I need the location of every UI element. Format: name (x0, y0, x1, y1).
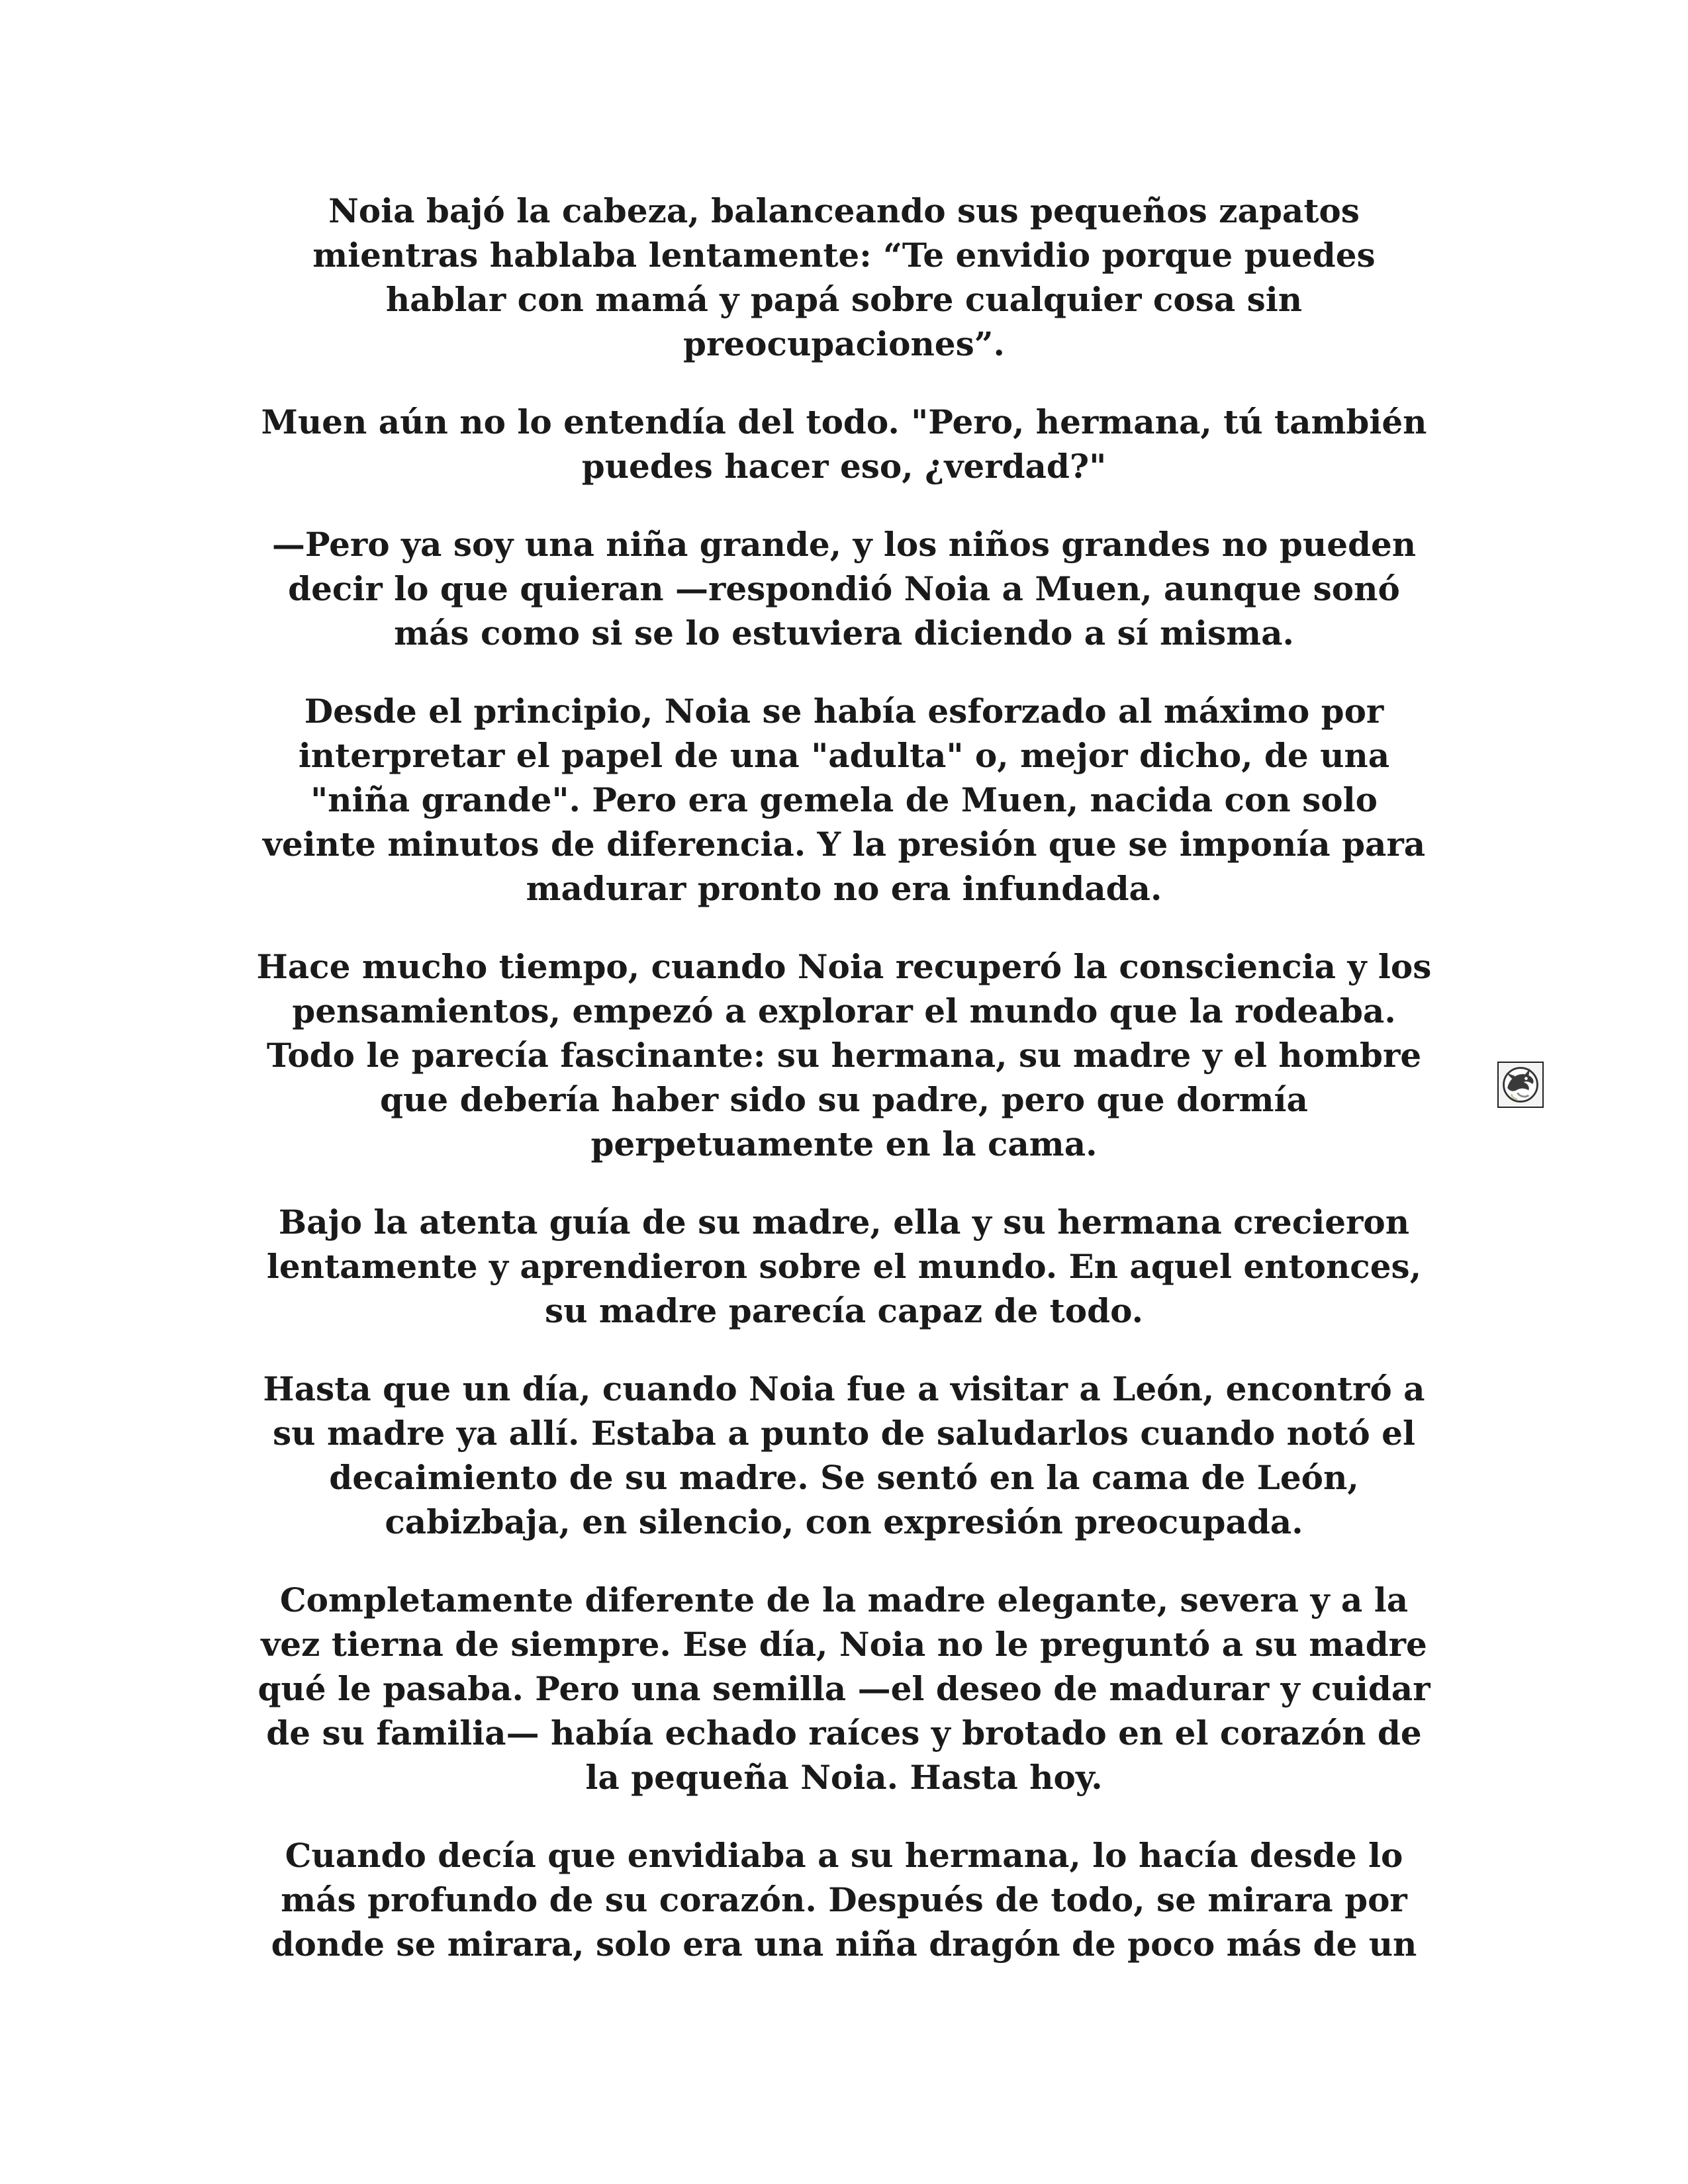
text-line: lentamente y aprendieron sobre el mundo. En aquel entonces, (266, 1247, 1422, 1286)
text-line: madurar pronto no era infundada. (526, 869, 1162, 908)
text-line: qué le pasaba. Pero una semilla —el deseo de madurar y cuidar (258, 1669, 1430, 1708)
text-line: más como si se lo estuviera diciendo a sí misma. (394, 614, 1294, 653)
paragraph (218, 400, 1470, 488)
text-line: donde se mirara, solo era una niña dragón de poco más de un (271, 1925, 1417, 1964)
text-line: Hace mucho tiempo, cuando Noia recuperó la consciencia y los (256, 947, 1432, 986)
paragraph (218, 1578, 1470, 1799)
text-line: que debería haber sido su padre, pero que dormía (380, 1080, 1308, 1119)
text-line: veinte minutos de diferencia. Y la presión que se imponía para (262, 825, 1426, 864)
text-line: Hasta que un día, cuando Noia fue a visitar a León, encontró a (263, 1369, 1425, 1408)
paragraph (218, 944, 1470, 1166)
text-line: decir lo que quieran —respondió Noia a Muen, aunque sonó (288, 569, 1400, 608)
dragon-logo-icon (1497, 1062, 1544, 1108)
text-line: mientras hablaba lentamente: “Te envidio porque puedes (312, 236, 1376, 275)
text-line: más profundo de su corazón. Después de todo, se mirara por (281, 1880, 1407, 1919)
text-line: su madre parecía capaz de todo. (545, 1291, 1143, 1330)
text-line: Noia bajó la cabeza, balanceando sus pequeños zapatos (328, 191, 1360, 230)
text-line: vez tierna de siempre. Ese día, Noia no le preguntó a su madre (261, 1625, 1427, 1664)
text-line: preocupaciones”. (683, 324, 1005, 363)
text-line: hablar con mamá y papá sobre cualquier cosa sin (385, 280, 1303, 319)
text-line: —Pero ya soy una niña grande, y los niños grandes no pueden (271, 525, 1417, 564)
paragraph (218, 689, 1470, 911)
text-line: la pequeña Noia. Hasta hoy. (585, 1758, 1103, 1797)
paragraph (218, 522, 1470, 655)
text-line: de su familia— había echado raíces y brotado en el corazón de (266, 1713, 1422, 1752)
text-line: Muen aún no lo entendía del todo. "Pero, hermana, tú también (261, 402, 1427, 441)
text-line: "niña grande". Pero era gemela de Muen, nacida con solo (310, 780, 1378, 819)
story-text (218, 189, 1470, 1966)
text-line: Completamente diferente de la madre elegante, severa y a la (279, 1580, 1409, 1619)
text-line: decaimiento de su madre. Se sentó en la cama de León, (329, 1458, 1359, 1497)
text-line: cabizbaja, en silencio, con expresión preocupada. (385, 1502, 1303, 1541)
paragraph (218, 1200, 1470, 1333)
text-line: puedes hacer eso, ¿verdad?" (581, 447, 1107, 486)
text-line: Cuando decía que envidiaba a su hermana, lo hacía desde lo (285, 1836, 1403, 1875)
paragraph (218, 189, 1470, 366)
text-line: interpretar el papel de una "adulta" o, mejor dicho, de una (298, 736, 1390, 775)
paragraph (218, 1833, 1470, 1966)
text-line: pensamientos, empezó a explorar el mundo que la rodeaba. (292, 991, 1396, 1030)
text-line: perpetuamente en la cama. (590, 1124, 1098, 1163)
text-line: Todo le parecía fascinante: su hermana, su madre y el hombre (266, 1036, 1422, 1075)
text-line: Bajo la atenta guía de su madre, ella y su hermana crecieron (278, 1203, 1410, 1242)
paragraph (218, 1367, 1470, 1544)
text-line: Desde el principio, Noia se había esforzado al máximo por (304, 692, 1384, 731)
text-line: su madre ya allí. Estaba a punto de saludarlos cuando notó el (273, 1414, 1415, 1453)
